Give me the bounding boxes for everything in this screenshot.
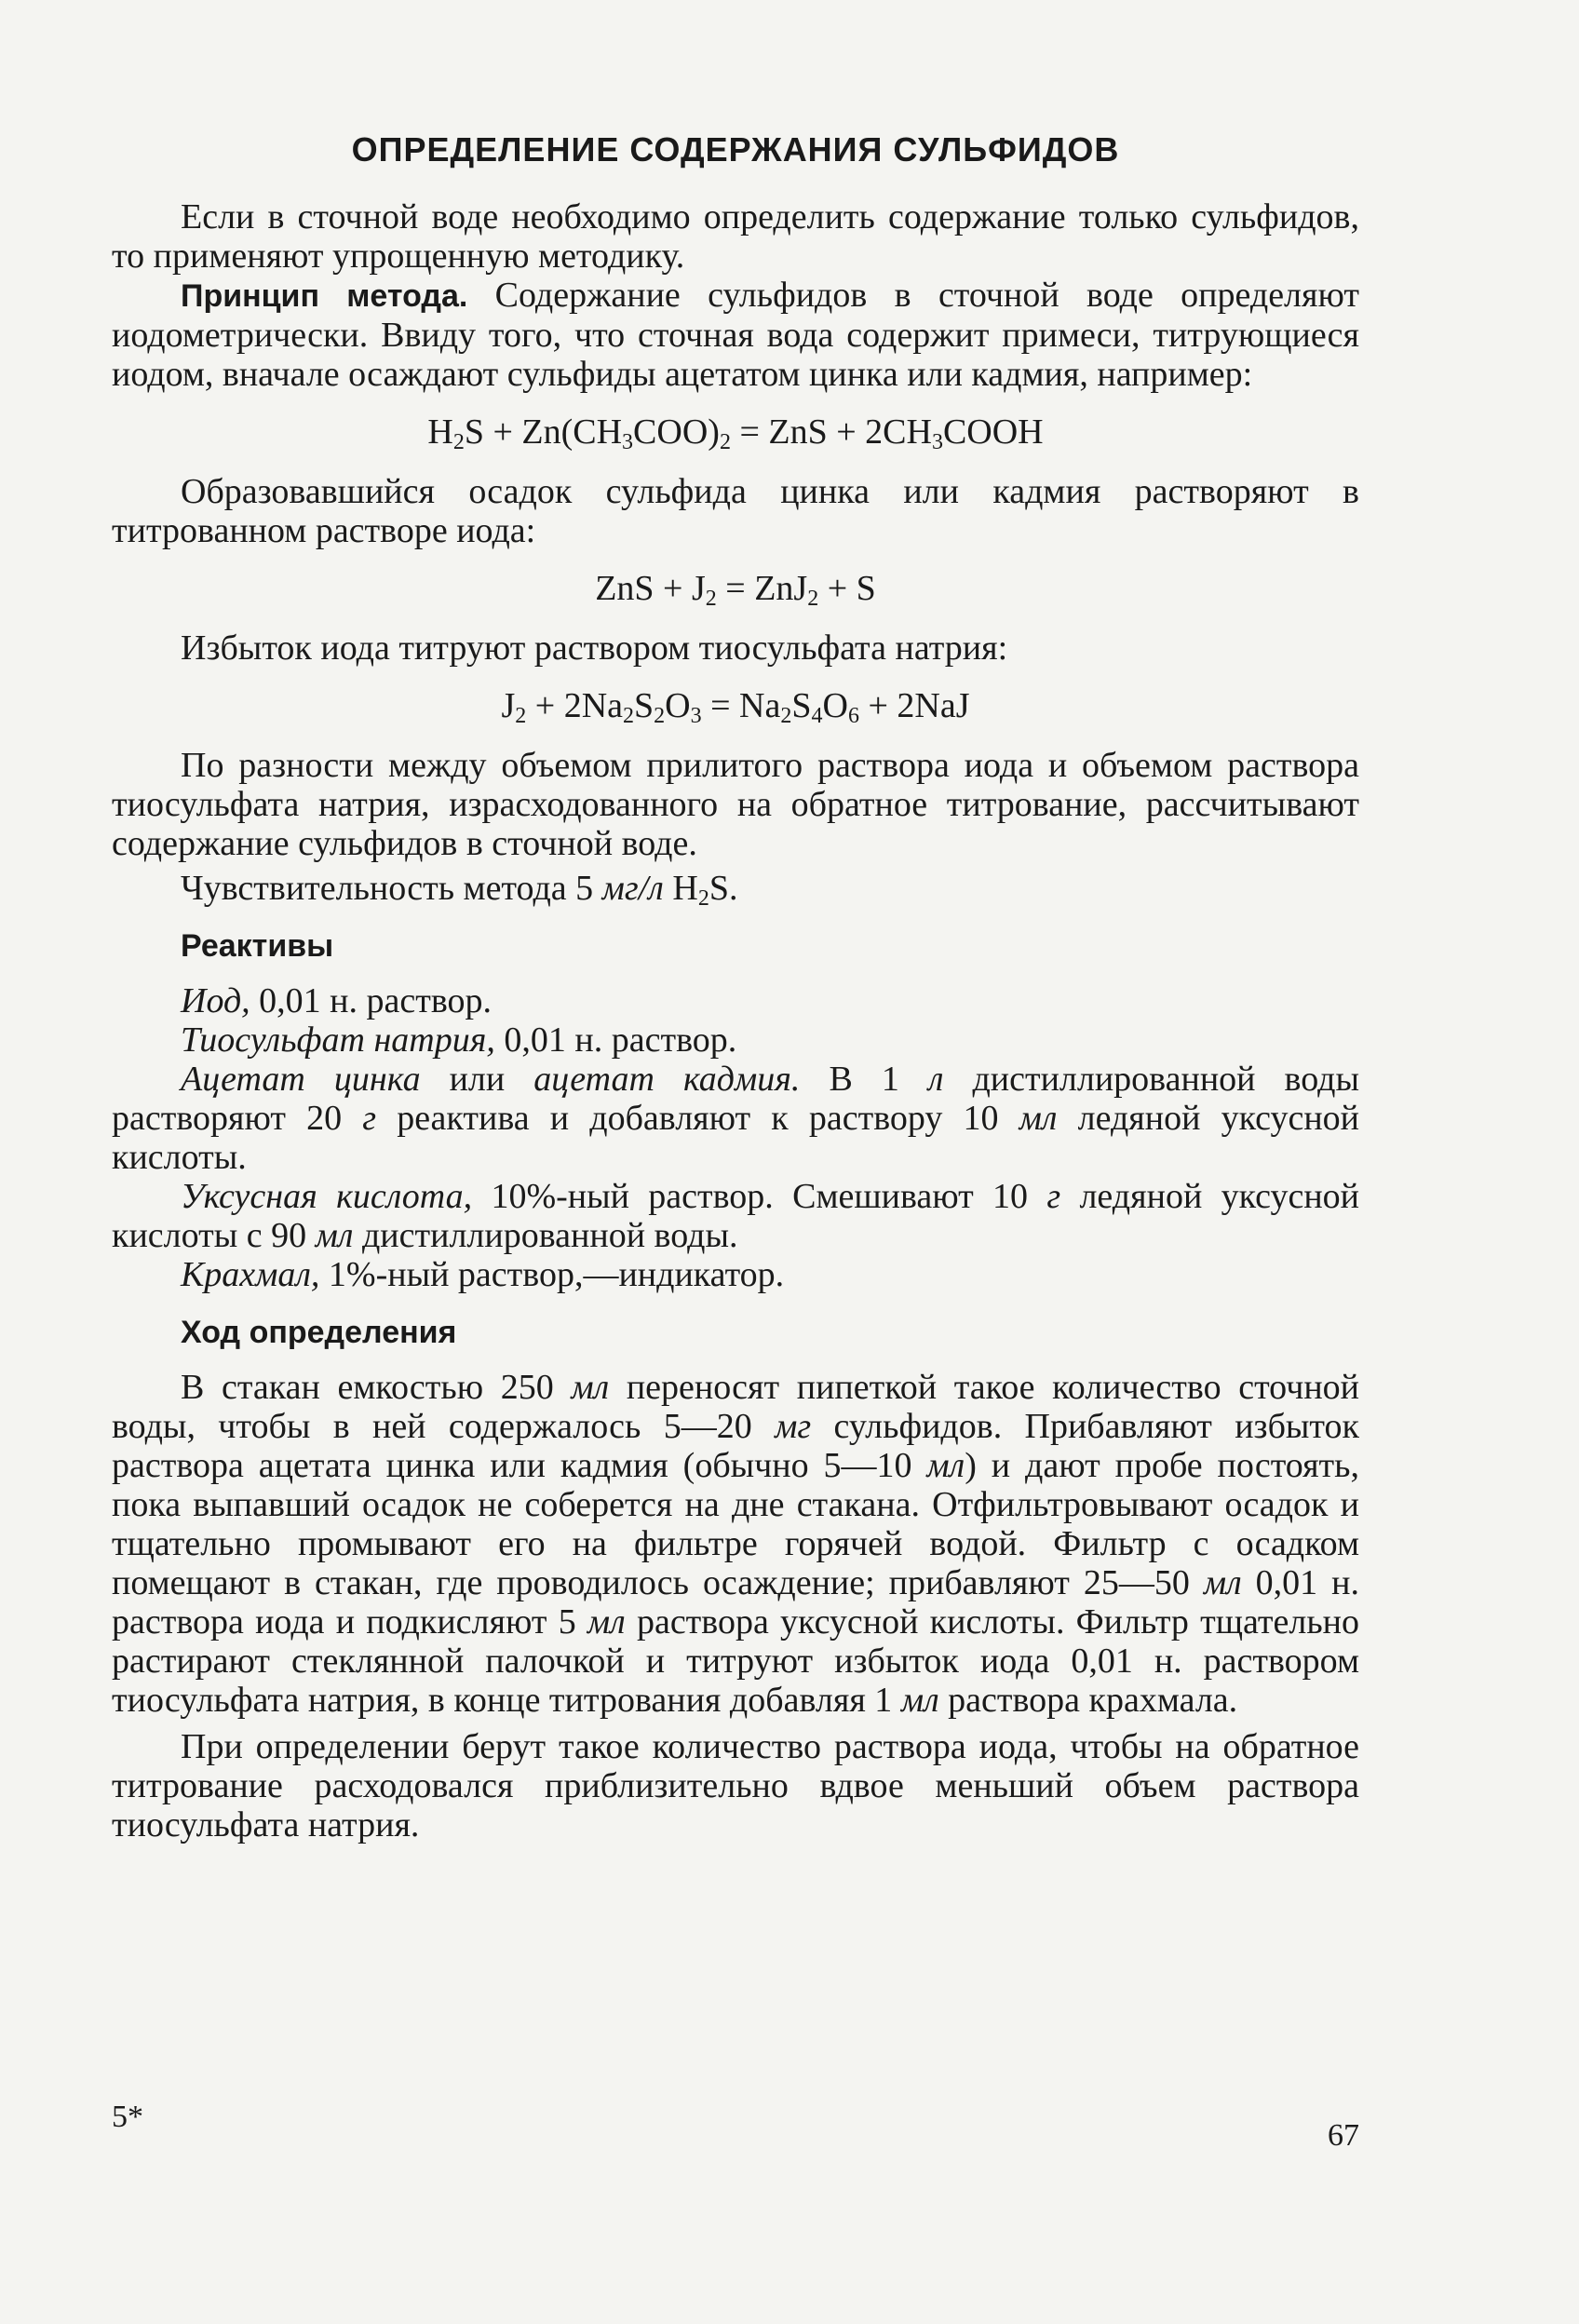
reagent-thiosulfate: Тиосульфат натрия, 0,01 н. раствор. [181, 1020, 737, 1060]
difference-paragraph: По разности между объемом прилитого раствора иода и объемом раствора тиосульфата натрия, израсходованного на обратное титрование, рассчитывают содержание сульфидов в сточной воде. [112, 746, 1359, 863]
reagent-acetate: Ацетат цинка или ацетат кадмия. В 1 л дистиллированной воды растворяют 20 г реактива и добавляют к раствору 10 мл ледяной уксусной кислоты. [112, 1060, 1359, 1177]
formula-thiosulfate-reaction: $J_2 + 2Na_2S_2O_3 = Na_2S_4O_6 + 2NaJ$ [501, 686, 970, 728]
page-title: ОПРЕДЕЛЕНИЕ СОДЕРЖАНИЯ СУЛЬФИДОВ [351, 130, 1120, 169]
sensitivity-paragraph: Чувствительность метода 5 мг/л $H_2S$. [181, 869, 738, 911]
intro-paragraph: Если в сточной воде необходимо определить содержание только сульфидов, то применяют упрощенную методику. [112, 197, 1359, 276]
page-content [112, 121, 1359, 2216]
reagent-iodine: Иод, 0,01 н. раствор. [181, 981, 493, 1020]
procedure-paragraph: В стакан емкостью 250 мл переносят пипеткой такое количество сточной воды, чтобы в ней содержалось 5—20 мг сульфидов. Прибавляют избыток раствора ацетата цинка или кадмия (обычно 5—10 мл) и дают пробе постоять, пока выпавший осадок не соберется на дне стакана. Отфильтровывают осадок и тщательно промывают его на фильтре горячей водой. Фильтр с осадком помещают в стакан, где проводилось осаждение; прибавляют 25—50 мл 0,01 н. раствора иода и подкисляют 5 мл раствора уксусной кислоты. Фильтр тщательно растирают стеклянной палочкой и титруют избыток иода 0,01 н. раствором тиосульфата натрия, в конце титрования добавляя 1 мл раствора крахмала. [112, 1368, 1360, 1720]
excess-paragraph: Избыток иода титруют раствором тиосульфата натрия: [181, 628, 1008, 668]
principle-text: Содержание сульфидов в сточной воде определяют иодометрически. Ввиду того, что сточная вода содержит примеси, титрующиеся иодом, вначале осаждают сульфиды ацетатом цинка или кадмия, например: [112, 276, 1359, 394]
dissolve-paragraph: Образовавшийся осадок сульфида цинка или кадмия растворяют в титрованном растворе иода: [112, 472, 1359, 550]
final-paragraph: При определении берут такое количество раствора иода, чтобы на обратное титрование расходовался приблизительно вдвое меньший объем раствора тиосульфата натрия. [112, 1727, 1359, 1844]
signature-mark: 5* [112, 2100, 143, 2134]
procedure-heading: Ход определения [181, 1315, 457, 1350]
page-number: 67 [1328, 2118, 1359, 2153]
principle-paragraph [112, 276, 1359, 394]
reagent-starch: Крахмал, 1%-ный раствор,—индикатор. [181, 1255, 785, 1294]
formula-precipitation: $H_2S + Zn(CH_3COO)_2$ = ZnS + $2CH_3COOH$ [427, 412, 1044, 454]
formula-iodine-reaction: ZnS + $J_2 = ZnJ_2 + S$ [595, 569, 876, 611]
reagent-acetic-acid: Уксусная кислота, 10%-ный раствор. Смешивают 10 г ледяной уксусной кислоты с 90 мл дистиллированной воды. [112, 1177, 1359, 1255]
principle-label: Принцип метода. [181, 278, 468, 314]
reagents-heading: Реактивы [181, 928, 334, 964]
